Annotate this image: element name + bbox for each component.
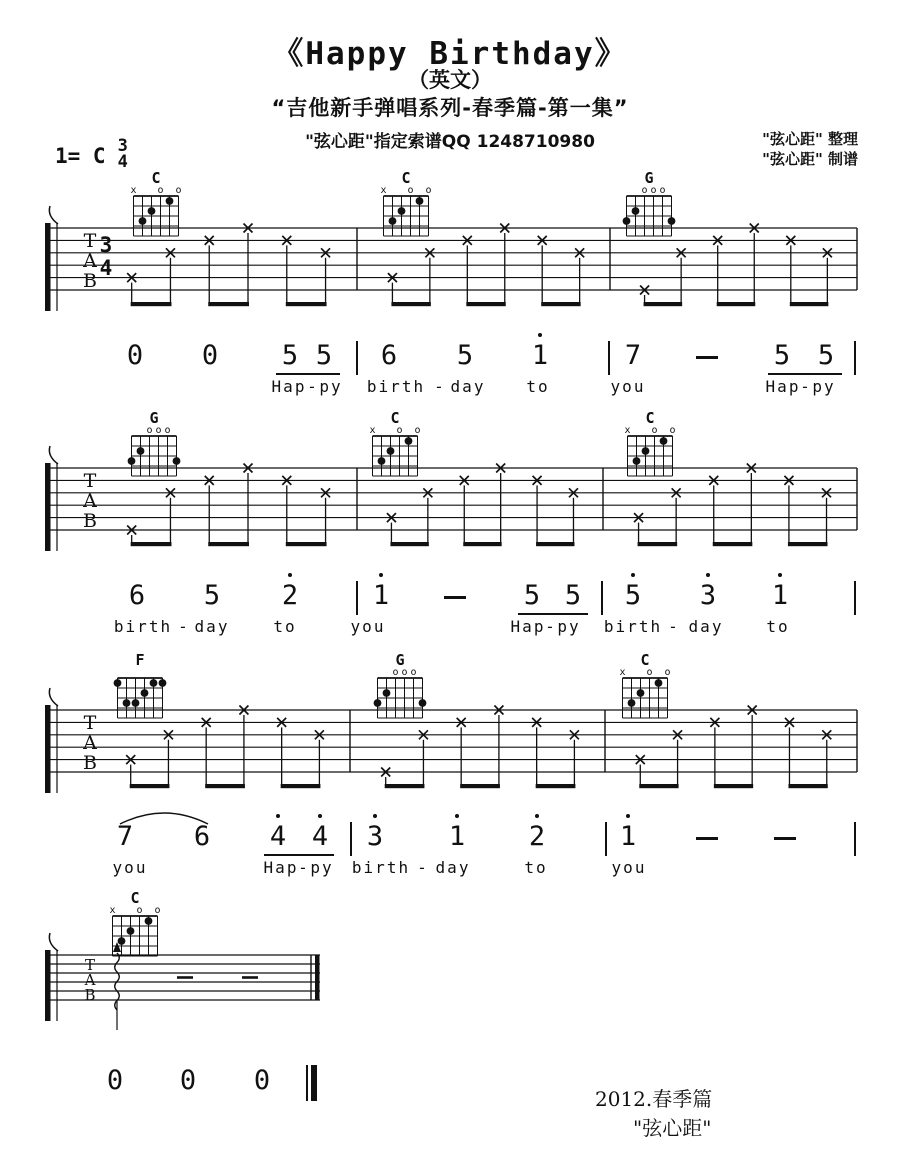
jianpu-number: 6 [128, 580, 146, 611]
staff-time-sig: 3 [99, 233, 113, 257]
chord-string-marker: o [392, 667, 399, 678]
lyric-word: Hap [765, 377, 801, 396]
octave-dot [706, 573, 710, 577]
eighth-note-underline [264, 854, 334, 856]
chord-string-marker: o [659, 185, 666, 196]
chord-string-marker: o [651, 425, 658, 436]
chord-string-marker: o [650, 185, 657, 196]
lyric-word: - [668, 617, 680, 636]
time-sig-bottom: 4 [117, 152, 128, 173]
lyric-word: day [450, 377, 486, 396]
lyric-word: py [319, 377, 343, 396]
octave-dot [455, 814, 459, 818]
eighth-note-underline [276, 373, 340, 375]
jianpu-number: 5 [773, 340, 791, 371]
jianpu-barline [601, 581, 603, 615]
lyric-word: birth [603, 617, 663, 636]
lyric-word: - [178, 617, 190, 636]
chord-name: G [644, 169, 654, 187]
octave-dot [538, 333, 542, 337]
jianpu-number: 3 [695, 580, 721, 611]
jianpu-held-dash [696, 356, 718, 359]
tab-letter: T [84, 956, 96, 974]
chord-string-marker: o [410, 667, 417, 678]
lyric-word: Hap [271, 377, 307, 396]
lyric-word: Hap [510, 617, 546, 636]
tab-letter: T [83, 470, 97, 492]
jianpu-number: 5 [315, 340, 333, 371]
jianpu-barline [854, 581, 856, 615]
chord-string-marker: o [175, 185, 182, 196]
jianpu-barline [356, 581, 358, 615]
chord-string-marker: x [369, 425, 376, 436]
lyric-word: to [526, 377, 550, 396]
contact-line: "弦心距"指定索谱QQ 1248710980 [305, 132, 595, 152]
jianpu-held-dash [696, 837, 718, 840]
chord-string-marker: o [414, 425, 421, 436]
lyric-word: you [350, 617, 386, 636]
jianpu-barline [854, 341, 856, 375]
jianpu-barline [356, 341, 358, 375]
chord-string-marker: o [664, 667, 671, 678]
chord-string-marker: x [380, 185, 387, 196]
chord-string-marker: o [146, 425, 153, 436]
lyric-word: you [610, 377, 646, 396]
lyric-word: Hap [263, 858, 299, 877]
chord-string-marker: o [136, 905, 143, 916]
lyric-word: to [273, 617, 297, 636]
jianpu-number: 4 [307, 821, 333, 852]
chord-string-marker: o [157, 185, 164, 196]
octave-dot [373, 814, 377, 818]
jianpu-number: 3 [362, 821, 388, 852]
jianpu-number: 0 [201, 340, 219, 371]
lyric-word: py [557, 617, 581, 636]
credit-arranger: "弦心距" 整理 [762, 130, 858, 148]
jianpu-number: 0 [179, 1065, 197, 1096]
jianpu-number: 0 [253, 1065, 271, 1096]
chord-string-marker: o [669, 425, 676, 436]
chord-string-marker: o [646, 667, 653, 678]
chord-name: F [135, 651, 145, 669]
octave-dot [535, 814, 539, 818]
tab-letter: T [83, 712, 97, 734]
series-line: “吉他新手弹唱系列-春季篇-第一集” [271, 96, 629, 120]
jianpu-number: 5 [523, 580, 541, 611]
chord-string-marker: o [155, 425, 162, 436]
lyric-word: - [417, 858, 429, 877]
chord-string-marker: x [109, 905, 116, 916]
song-title: 《Happy Birthday》 [272, 36, 628, 72]
eighth-note-underline [518, 613, 588, 615]
lyric-word: py [310, 858, 334, 877]
tab-letter: A [84, 971, 96, 989]
footer-edition: 2012.春季篇 [595, 1087, 713, 1111]
tab-letter: B [83, 270, 97, 292]
chord-name: C [130, 889, 140, 907]
tab-letter: B [83, 752, 97, 774]
jianpu-number: 7 [116, 821, 134, 852]
octave-dot [318, 814, 322, 818]
chord-string-marker: x [619, 667, 626, 678]
chord-string-marker: o [641, 185, 648, 196]
octave-dot [631, 573, 635, 577]
chord-name: C [640, 651, 650, 669]
chord-string-marker: o [154, 905, 161, 916]
lyric-word: birth [366, 377, 426, 396]
chord-string-marker: o [425, 185, 432, 196]
jianpu-number: 1 [368, 580, 394, 611]
jianpu-barline [608, 341, 610, 375]
lyric-word: day [194, 617, 230, 636]
jianpu-number: 6 [193, 821, 211, 852]
lyric-word: - [307, 377, 319, 396]
lyric-word: to [524, 858, 548, 877]
jianpu-number: 1 [527, 340, 553, 371]
lyric-word: to [766, 617, 790, 636]
octave-dot [379, 573, 383, 577]
lyric-word: py [812, 377, 836, 396]
jianpu-number: 7 [624, 340, 642, 371]
chord-name: G [149, 409, 159, 427]
jianpu-number: 2 [524, 821, 550, 852]
chord-name: C [390, 409, 400, 427]
tab-letter: A [83, 250, 97, 272]
song-subtitle: （英文） [408, 68, 492, 92]
lyric-word: birth [113, 617, 173, 636]
jianpu-number: 2 [277, 580, 303, 611]
octave-dot [778, 573, 782, 577]
chord-string-marker: x [130, 185, 137, 196]
jianpu-final-bar-thick [311, 1065, 317, 1101]
jianpu-number: 5 [817, 340, 835, 371]
time-sig-top: 3 [117, 136, 128, 156]
jianpu-number: 1 [767, 580, 793, 611]
octave-dot [626, 814, 630, 818]
tab-letter: B [83, 510, 97, 532]
chord-string-marker: o [401, 667, 408, 678]
lyric-word: you [112, 858, 148, 877]
jianpu-number: 5 [620, 580, 646, 611]
lyric-word: birth [351, 858, 411, 877]
lyric-word: day [688, 617, 724, 636]
jianpu-number: 0 [106, 1065, 124, 1096]
chord-name: C [401, 169, 411, 187]
jianpu-number: 5 [564, 580, 582, 611]
jianpu-number: 6 [380, 340, 398, 371]
jianpu-number: 5 [281, 340, 299, 371]
octave-dot [288, 573, 292, 577]
jianpu-number: 5 [456, 340, 474, 371]
tab-letter: T [83, 230, 97, 252]
jianpu-number: 1 [615, 821, 641, 852]
jianpu-number: 5 [203, 580, 221, 611]
chord-name: C [645, 409, 655, 427]
jianpu-number: 0 [126, 340, 144, 371]
lyric-word: day [435, 858, 471, 877]
octave-dot [276, 814, 280, 818]
lyric-word: - [298, 858, 310, 877]
jianpu-barline [350, 822, 352, 856]
jianpu-held-dash [444, 596, 466, 599]
jianpu-number: 1 [444, 821, 470, 852]
tab-letter: A [83, 732, 97, 754]
tab-letter: A [83, 490, 97, 512]
lyric-word: - [545, 617, 557, 636]
chord-string-marker: o [164, 425, 171, 436]
footer-signature: "弦心距" [633, 1116, 712, 1140]
staff-time-sig: 4 [99, 256, 113, 280]
lyric-word: - [800, 377, 812, 396]
chord-string-marker: o [396, 425, 403, 436]
chord-name: G [395, 651, 405, 669]
jianpu-held-dash [774, 837, 796, 840]
chord-string-marker: o [407, 185, 414, 196]
jianpu-final-bar-thin [306, 1065, 308, 1101]
jianpu-number: 4 [265, 821, 291, 852]
chord-name: C [151, 169, 161, 187]
jianpu-barline [605, 822, 607, 856]
key-label: 1= C [55, 144, 106, 169]
lyric-word: you [611, 858, 647, 877]
credit-transcriber: "弦心距" 制谱 [762, 149, 858, 168]
jianpu-barline [854, 822, 856, 856]
eighth-note-underline [768, 373, 842, 375]
tab-letter: B [84, 986, 96, 1004]
chord-string-marker: x [624, 425, 631, 436]
lyric-word: - [434, 377, 446, 396]
